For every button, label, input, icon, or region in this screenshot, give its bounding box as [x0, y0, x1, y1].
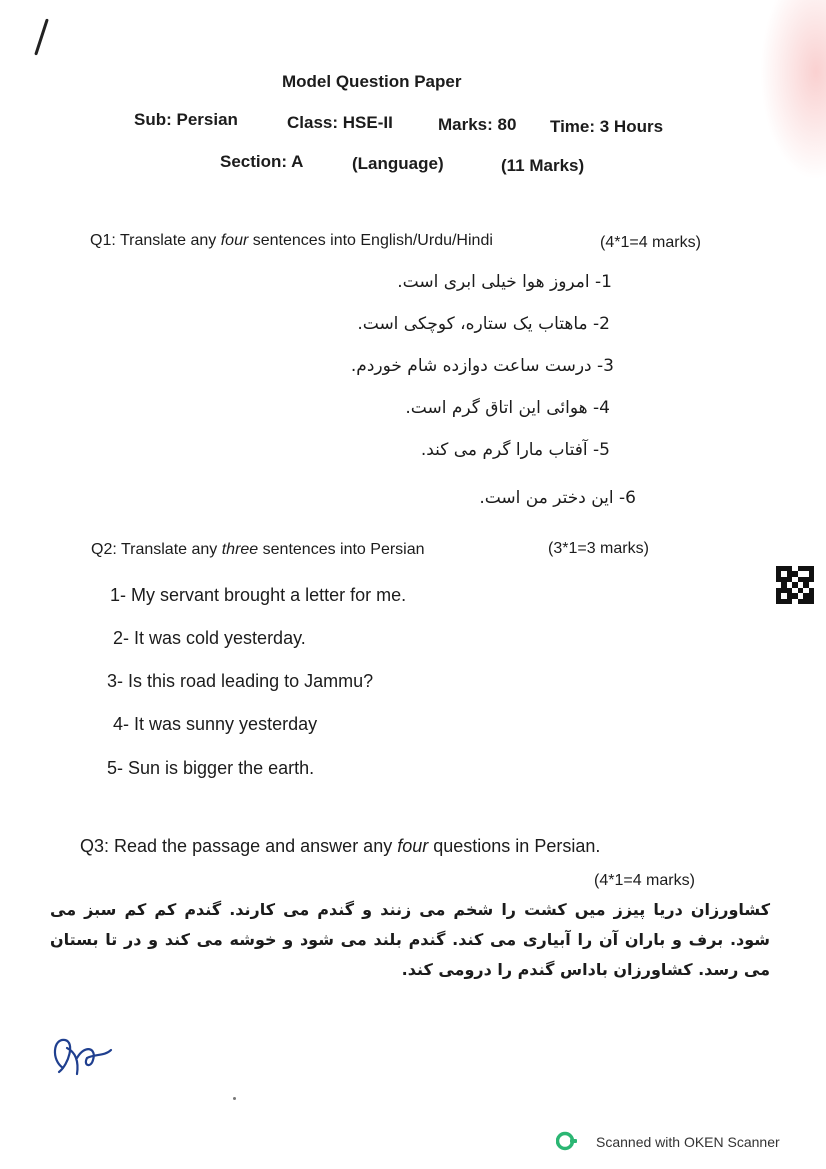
q2-heading	[91, 541, 425, 559]
q1-prefix: Q1: Translate any	[90, 232, 221, 249]
q3-passage: کشاورزان دریا پیزز میں کشت را شخم می زنند و گندم می کارند. گندم کم کم سبز می شود. برف و باران آن را آبیاری می کند. گندم بلند می شود و خوشه می کند و در تا بستان می رسد. کشاورزان باداس گندم را درومی کند.	[50, 900, 770, 979]
q1-marks: (4*1=4 marks)	[600, 234, 701, 251]
q2-sentence-4: 4- It was sunny yesterday	[113, 714, 318, 734]
q2-sentence-5: 5- Sun is bigger the earth.	[107, 758, 315, 778]
section-marks-label: (11 Marks)	[501, 156, 585, 175]
q2-sentence-1: 1- My servant brought a letter for me.	[110, 585, 407, 605]
q1-suffix: sentences into English/Urdu/Hindi	[248, 232, 493, 249]
q3-suffix: questions in Persian.	[428, 836, 601, 856]
class-label: Class: HSE-II	[287, 113, 393, 132]
time-label: Time: 3 Hours	[550, 117, 664, 136]
q1-sentence-5: 5- آفتاب مارا گرم می کند.	[420, 440, 610, 460]
q1-sentence-6: 6- این دختر من است.	[479, 488, 636, 508]
q1-sentence-1: 1- امروز هوا خیلی ابری است.	[397, 272, 612, 292]
oken-scanner-logo-icon	[556, 1131, 578, 1151]
q1-heading	[90, 232, 493, 250]
q2-emphasis: three	[221, 541, 259, 558]
section-type-label: (Language)	[352, 154, 444, 173]
handwritten-signature	[45, 1030, 125, 1085]
q3-heading	[80, 836, 600, 857]
q2-suffix: sentences into Persian	[258, 541, 425, 558]
scanner-credit: Scanned with OKEN Scanner	[596, 1134, 780, 1150]
q3-prefix: Q3: Read the passage and answer any	[80, 836, 398, 856]
q3-emphasis: four	[397, 836, 429, 856]
scan-smudge	[760, 0, 826, 180]
q3-marks: (4*1=4 marks)	[594, 872, 695, 889]
q2-marks: (3*1=3 marks)	[548, 540, 649, 557]
q1-sentence-4: 4- هوائی این اتاق گرم است.	[405, 398, 610, 418]
marks-label: Marks: 80	[438, 115, 517, 134]
paper-title: Model Question Paper	[282, 72, 462, 91]
subject-label: Sub: Persian	[134, 110, 238, 129]
q1-emphasis: four	[220, 232, 249, 249]
q2-sentence-2: 2- It was cold yesterday.	[113, 628, 306, 648]
pen-slash-mark	[34, 18, 49, 55]
qr-code	[776, 566, 814, 604]
q1-sentence-2: 2- ماهتاب یک ستاره، کوچکی است.	[357, 314, 610, 334]
q1-sentence-3: 3- درست ساعت دوازده شام خوردم.	[350, 356, 614, 376]
scan-speck	[233, 1097, 236, 1100]
q2-sentence-3: 3- Is this road leading to Jammu?	[107, 671, 374, 691]
q2-prefix: Q2: Translate any	[91, 541, 222, 558]
section-label: Section: A	[220, 152, 304, 171]
